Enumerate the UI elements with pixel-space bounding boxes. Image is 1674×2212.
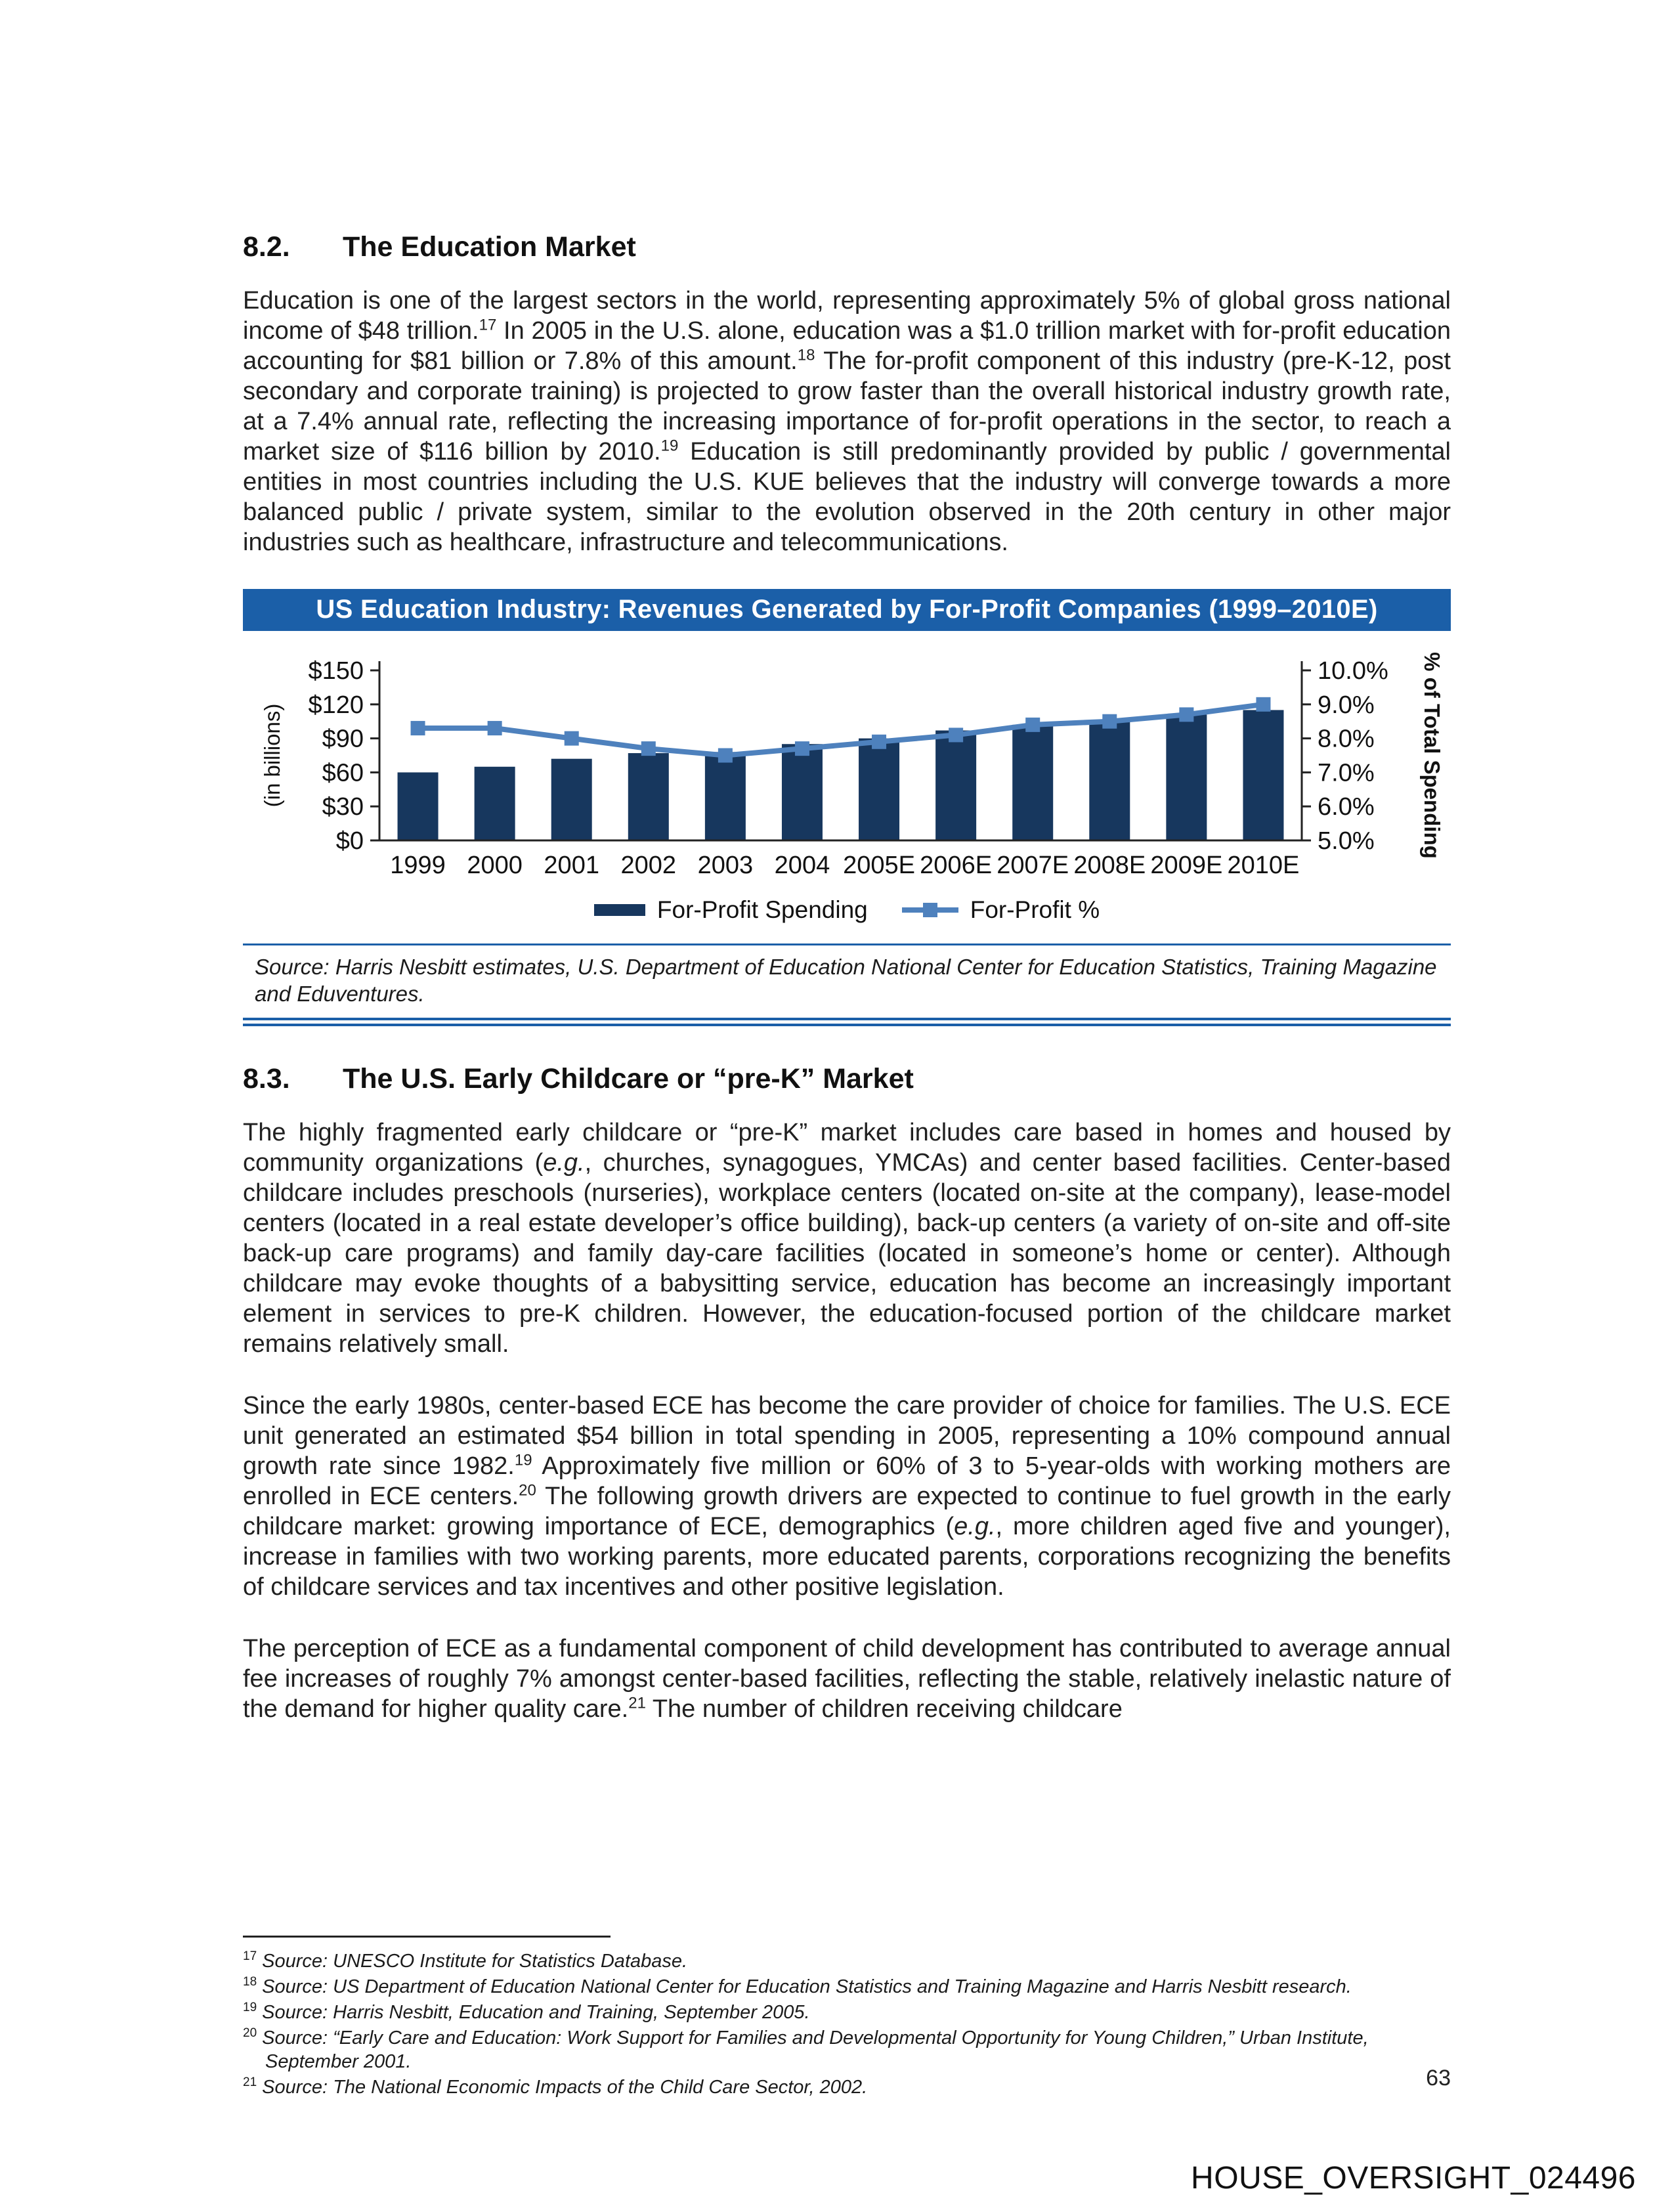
bates-stamp: HOUSE_OVERSIGHT_024496	[1191, 2161, 1636, 2196]
svg-text:7.0%: 7.0%	[1318, 759, 1375, 787]
paragraph-prek-overview: The highly fragmented early childcare or “pre-K” market includes care based in homes and housed by community organizations (e.g., churches, synagogues, YMCAs) and center based facilities. Center-based childcare includes preschools (nurseries), workplace centers (located on-site at the company), lease-model centers (located in a real estate developer’s office building), back-up centers (a variety of on-site and off-site back-up care programs) and family day-care facilities (located in someone’s home or center). Although childcare may evoke thoughts of a babysitting service, education has become an increasingly important element in services to pre-K children. However, the education-focused portion of the childcare market remains relatively small.	[243, 1119, 1451, 1358]
svg-text:2003: 2003	[697, 852, 754, 879]
svg-text:2004: 2004	[774, 852, 830, 879]
chart-legend	[243, 896, 1451, 924]
legend-line-marker-icon	[923, 903, 937, 917]
svg-text:2006E: 2006E	[920, 852, 993, 879]
svg-text:2010E: 2010E	[1227, 852, 1300, 879]
footnote-text: Source: Harris Nesbitt, Education and Training, September 2005.	[262, 2002, 810, 2023]
svg-text:9.0%: 9.0%	[1318, 691, 1375, 719]
svg-text:2002: 2002	[620, 852, 677, 879]
legend-label-percent: For-Profit %	[970, 896, 1100, 923]
footnote-18	[243, 1975, 1457, 1999]
footnote-text: Source: “Early Care and Education: Work Support for Families and Developmental Opportunity for Young Children,” Urban Institute, September 2001.	[262, 2028, 1369, 2072]
svg-text:$0: $0	[335, 827, 364, 855]
svg-text:$60: $60	[322, 759, 364, 787]
footnote-number: 19	[243, 2001, 257, 2015]
footnotes	[243, 1936, 1457, 2101]
svg-text:$90: $90	[322, 725, 364, 753]
paragraph-ece-growth: Since the early 1980s, center-based ECE has become the care provider of choice for families. The U.S. ECE unit generated an estimated $54 billion in total spending in 2005, representing a 10% compound annual growth rate since 1982.19 Approximately five million or 60% of 3 to 5-year-olds with working mothers are enrolled in ECE centers.$^{20}$ The following growth drivers are expected to continue to fuel growth in the early childcare market: growing importance of ECE, demographics (e.g., more children aged five and younger), increase in families with two working parents, more educated parents, corporations recognizing the benefits of childcare services and tax incentives and other positive legislation.	[243, 1392, 1451, 1601]
legend-bar-swatch-icon	[594, 904, 645, 916]
education-industry-chart	[243, 589, 1451, 1026]
section-number: 8.3.	[243, 1063, 290, 1095]
footnote-number: 20	[243, 2026, 257, 2041]
svg-text:2009E: 2009E	[1150, 852, 1223, 879]
footnote-divider	[243, 1936, 611, 1938]
svg-text:2000: 2000	[467, 852, 523, 879]
svg-text:10.0%: 10.0%	[1318, 657, 1388, 685]
document-content	[243, 231, 1451, 1756]
svg-text:6.0%: 6.0%	[1318, 793, 1375, 821]
section-title: The Education Market	[343, 231, 636, 263]
footnote-19	[243, 2001, 1457, 2024]
footnote-17	[243, 1949, 1457, 1973]
footnote-text: Source: UNESCO Institute for Statistics Database.	[262, 1951, 688, 1972]
chart-source-note: Source: Harris Nesbitt estimates, U.S. Department of Education National Center for Education Statistics, Training Magazine and Eduventures.	[243, 943, 1451, 1026]
svg-text:2008E: 2008E	[1073, 852, 1146, 879]
footnote-text: Source: The National Economic Impacts of the Child Care Sector, 2002.	[262, 2077, 868, 2098]
svg-text:1999: 1999	[390, 852, 446, 879]
svg-text:5.0%: 5.0%	[1318, 827, 1375, 855]
section-title: The U.S. Early Childcare or “pre-K” Market	[343, 1063, 914, 1095]
footnote-number: 17	[243, 1949, 257, 1964]
svg-text:(in billions): (in billions)	[260, 703, 284, 808]
chart-title: US Education Industry: Revenues Generated by For-Profit Companies (1999–2010E)	[243, 589, 1451, 631]
paragraph-ece-perception: The perception of ECE as a fundamental component of child development has contributed to average annual fee increases of roughly 7% amongst center-based facilities, reflecting the stable, relatively inelastic nature of the demand for higher quality care.$^{21}$ The number of children receiving childcare	[243, 1635, 1451, 1723]
section-number: 8.2.	[243, 231, 290, 263]
section-heading-8-2	[243, 231, 1451, 263]
svg-text:2007E: 2007E	[997, 852, 1069, 879]
footnote-number: 21	[243, 2075, 257, 2090]
legend-label-spending: For-Profit Spending	[656, 896, 868, 923]
legend-line-swatch-icon	[902, 907, 958, 913]
chart-plot	[243, 631, 1451, 894]
section-heading-8-3	[243, 1063, 1451, 1095]
paragraph-education-market: Education is one of the largest sectors in the world, representing approximately 5% of global gross national income of $48 trillion.$^{17}$ In 2005 in the U.S. alone, education was a $1.0 trillion market with for-profit education accounting for $81 billion or 7.8% of this amount.$^{18}$ The for-profit component of this industry (pre-K-12, post secondary and corporate training) is projected to grow faster than the overall historical industry growth rate, at a 7.4% annual rate, reflecting the increasing importance of for-profit operations in the sector, to reach a market size of $116 billion by 2010.19 Education is still predominantly provided by public / governmental entities in most countries including the U.S. KUE believes that the industry will converge towards a more balanced public / private system, similar to the evolution observed in the 20th century in other major industries such as healthcare, infrastructure and telecommunications.	[243, 287, 1451, 556]
svg-text:8.0%: 8.0%	[1318, 725, 1375, 753]
svg-text:$150: $150	[308, 657, 364, 685]
footnote-21	[243, 2075, 1457, 2099]
footnote-text: Source: US Department of Education National Center for Education Statistics and Training Magazine and Harris Nesbitt research.	[262, 1976, 1352, 1997]
svg-text:2001: 2001	[544, 852, 599, 879]
svg-text:2005E: 2005E	[843, 852, 915, 879]
svg-text:% of Total Spending: % of Total Spending	[1420, 652, 1444, 859]
footnote-number: 18	[243, 1975, 257, 1989]
svg-text:$120: $120	[308, 691, 364, 719]
svg-text:$30: $30	[322, 793, 364, 821]
page-number: 63	[1426, 2066, 1451, 2091]
footnote-20	[243, 2026, 1457, 2073]
